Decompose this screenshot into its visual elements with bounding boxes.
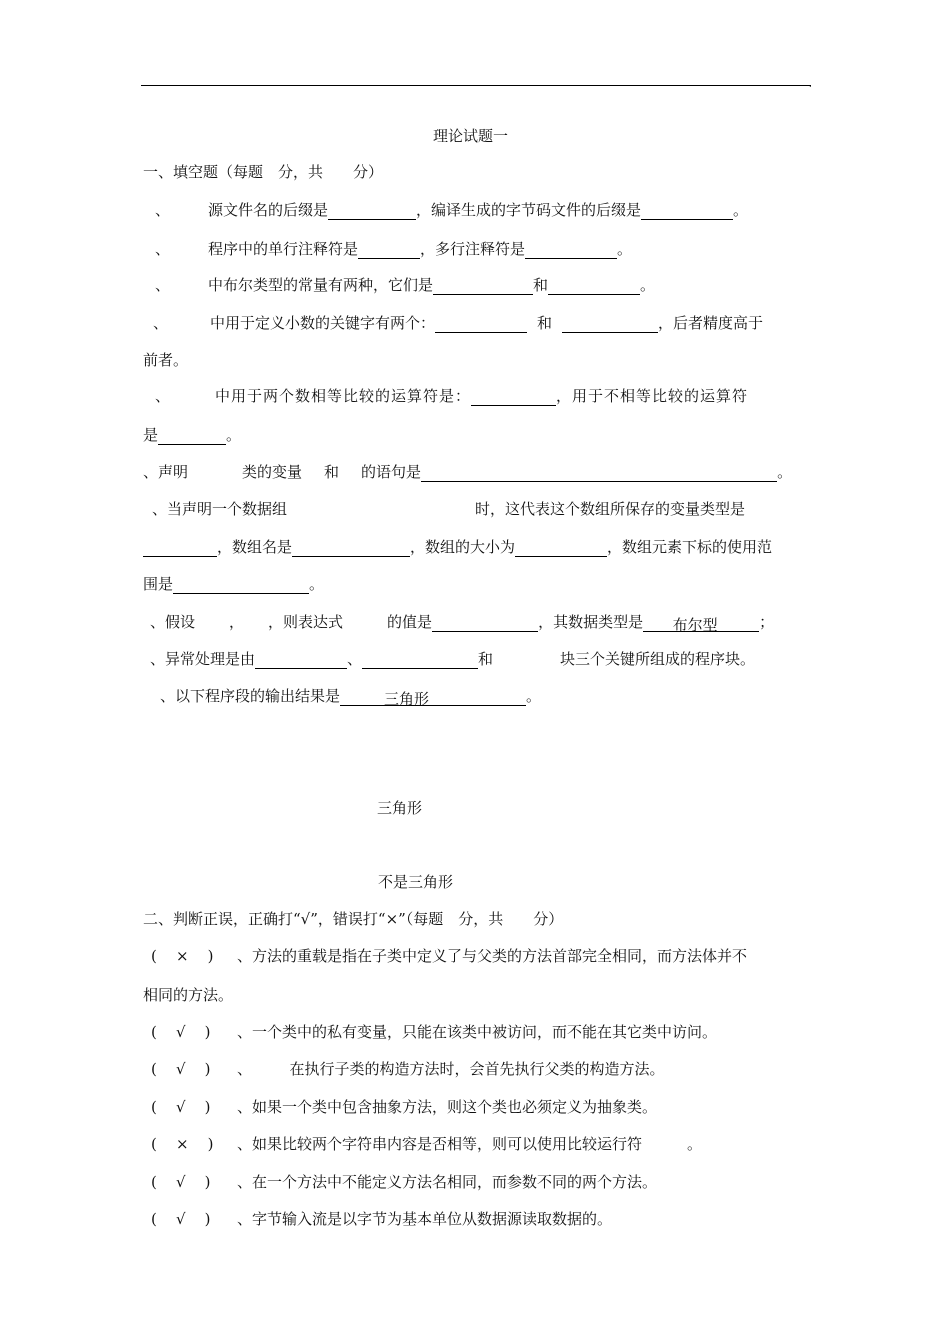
question-9: 、异常处理是由 、 和 块三个关键所组成的程序块。 — [150, 650, 756, 668]
blank[interactable] — [358, 242, 420, 259]
judge-item-4: ( √ ) 、如果一个类中包含抽象方法，则这个类也必须定义为抽象类。 — [151, 1098, 658, 1116]
blank[interactable] — [641, 203, 733, 220]
blank[interactable] — [158, 428, 226, 445]
question-5-cont: 是 。 — [143, 426, 242, 444]
code-output-1: 三角形 — [377, 799, 423, 817]
question-4: 、 中用于定义小数的关键字有两个： 和 ，后者精度高于 — [153, 314, 764, 332]
answer-paren: ( × ) — [151, 1135, 214, 1153]
question-4-cont: 前者。 — [143, 351, 189, 369]
judge-item-1: ( × ) 、方法的重载是指在子类中定义了与父类的方法首部完全相同，而方法体并不 — [151, 947, 748, 965]
blank[interactable] — [328, 203, 416, 220]
blank[interactable] — [432, 615, 538, 632]
judge-item-7: ( √ ) 、字节输入流是以字节为基本单位从数据源读取数据的。 — [151, 1210, 613, 1228]
judge-item-2: ( √ ) 、一个类中的私有变量，只能在该类中被访问，而不能在其它类中访问。 — [151, 1023, 718, 1041]
blank[interactable] — [435, 316, 527, 333]
answer-paren: ( √ ) — [151, 1210, 211, 1228]
code-output-2: 不是三角形 — [378, 873, 454, 891]
question-2: 、 程序中的单行注释符是 ，多行注释符是 。 — [155, 240, 633, 258]
question-7: 、当声明一个数据组 时，这代表这个数组所保存的变量类型是 — [152, 500, 746, 518]
question-8: 、假设 ， ，则表达式 的值是 ，其数据类型是 布尔型 ； — [150, 613, 775, 634]
section1-heading: 一、填空题（每题 分，共 分） — [143, 163, 384, 181]
question-10: 、以下程序段的输出结果是 三角形 。 — [160, 687, 542, 708]
question-1: 、 源文件名的后缀是 ，编译生成的字节码文件的后缀是 。 — [155, 201, 749, 219]
blank[interactable] — [515, 540, 607, 557]
question-3: 、 中布尔类型的常量有两种，它们是 和 。 — [155, 276, 656, 294]
question-5: 、 中用于两个数相等比较的运算符是： ，用于不相等比较的运算符 — [155, 387, 749, 405]
blank[interactable] — [562, 316, 658, 333]
blank[interactable] — [433, 278, 533, 295]
question-7-cont: ，数组名是 ，数组的大小为 ，数组元素下标的使用范 — [143, 537, 772, 557]
blank[interactable] — [255, 652, 347, 669]
blank[interactable] — [525, 242, 617, 259]
blank[interactable] — [471, 389, 556, 406]
answer-paren: ( √ ) — [151, 1023, 211, 1041]
answer-blank[interactable]: 布尔型 — [643, 615, 759, 632]
answer-paren: ( √ ) — [151, 1060, 211, 1078]
judge-item-3: ( √ ) 、 在执行子类的构造方法时，会首先执行父类的构造方法。 — [151, 1060, 665, 1078]
blank[interactable] — [421, 465, 777, 482]
blank[interactable] — [548, 278, 640, 295]
judge-item-5: ( × ) 、如果比较两个字符串内容是否相等，则可以使用比较运行符 。 — [151, 1135, 703, 1153]
blank[interactable] — [362, 652, 478, 669]
blank[interactable] — [143, 540, 217, 557]
question-7-cont2: 围是 。 — [143, 575, 325, 593]
answer-paren: ( × ) — [151, 947, 214, 965]
header-rule — [141, 85, 811, 86]
blank[interactable] — [173, 577, 309, 594]
header-dot: . — [809, 80, 812, 89]
judge-item-6: ( √ ) 、在一个方法中不能定义方法名相同，而参数不同的两个方法。 — [151, 1173, 658, 1191]
question-6: 、声明 类的变量 和 的语句是 。 — [143, 463, 793, 481]
answer-paren: ( √ ) — [151, 1173, 211, 1191]
answer-blank[interactable]: 三角形 — [340, 689, 526, 706]
page-title: 理论试题一 — [433, 127, 509, 145]
section2-heading: 二、判断正误，正确打“√”，错误打“×”（每题 分，共 分） — [143, 910, 564, 928]
blank[interactable] — [292, 540, 410, 557]
answer-paren: ( √ ) — [151, 1098, 211, 1116]
judge-item-1-cont: 相同的方法。 — [143, 986, 234, 1004]
